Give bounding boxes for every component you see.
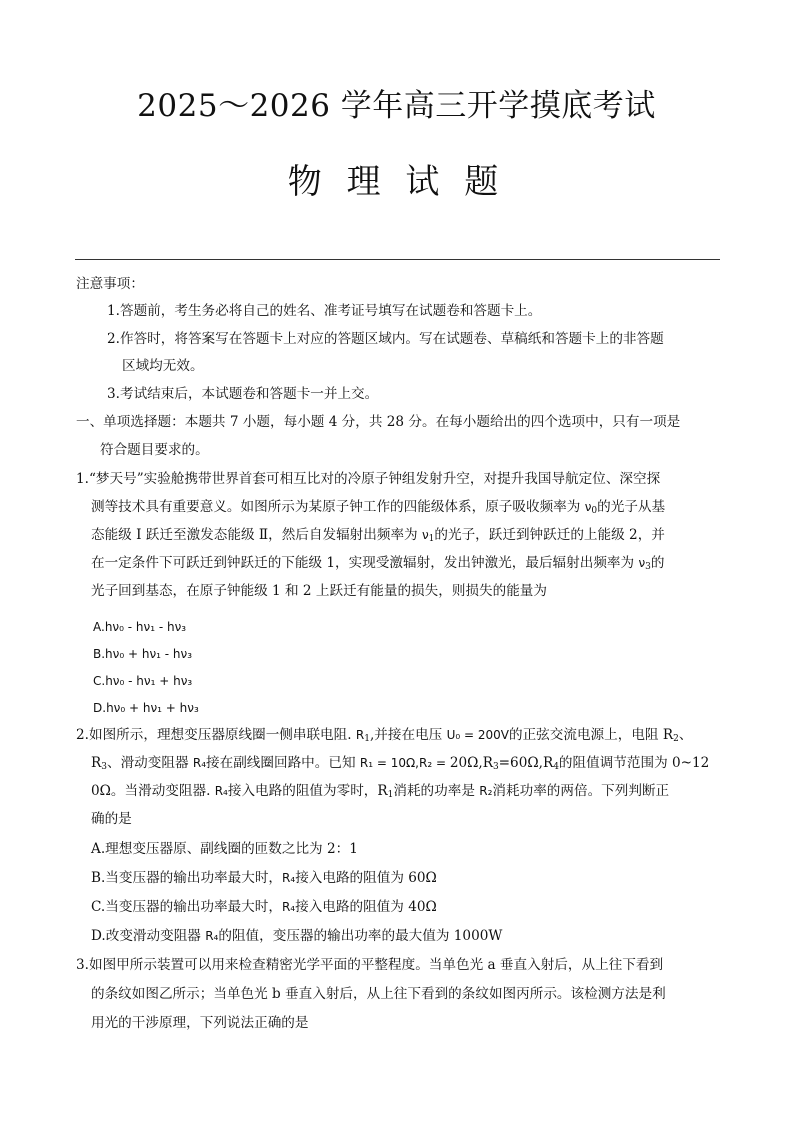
r1-symbol: R (355, 728, 365, 742)
q2-text: 消耗的功率是 (393, 783, 480, 799)
option-label: C. (93, 674, 106, 688)
q2-text: 、 (678, 727, 693, 743)
r4-symbol: R₄ (281, 900, 296, 914)
q2-text: 接入电路的阻值为零时，R (227, 783, 388, 799)
q2-text: 0Ω。当滑动变阻器. (91, 783, 215, 799)
q2-line-1 (76, 726, 692, 748)
notice-item-1: 1.答题前，考生务必将自己的姓名、准考证号填写在试题卷和答题卡上。 (107, 303, 542, 319)
q2-line-2 (91, 754, 709, 776)
option-text: 的阻值，变压器的输出功率的最大值为 1000W (218, 928, 503, 944)
q3-line-1: 3.如图甲所示装置可以用来检查精密光学平面的平整程度。当单色光 a 垂直入射后，从上往下看到 (76, 957, 664, 973)
q2-text: 的正弦交流电源上，电阻 R (509, 727, 674, 743)
option-text: hν₀ - hν₁ + hν₃ (105, 674, 193, 688)
q1-text: 测等技术具有重要意义。如图所示为某原子钟工作的四能级体系，原子吸收频率为 (91, 499, 585, 515)
option-text: 接入电路的阻值为 40Ω (295, 899, 437, 915)
q1-line-2 (91, 498, 665, 520)
q1-line-1: 1.“梦天号”实验舱携带世界首套可相互比对的冷原子钟组发射升空，对提升我国导航定位、深空探 (76, 471, 661, 487)
nu-symbol: ν (584, 500, 592, 514)
q2-text: 的阻值调节范围为 0~12 (558, 755, 710, 771)
q2-text: ,并接在电压 (369, 727, 447, 743)
q2-option-c (91, 898, 437, 916)
q2-option-a: A.理想变压器原、副线圈的匝数之比为 2：1 (91, 841, 358, 857)
q2-text: =60Ω,R (498, 755, 554, 771)
nu-subscript: 3 (645, 562, 651, 572)
q3-line-2: 的条纹如图乙所示；当单色光 b 垂直入射后，从上往下看到的条纹如图丙所示。该检测方法是利 (91, 986, 666, 1002)
q2-text: 消耗功率的两倍。下列判断正 (492, 783, 670, 799)
exam-title: 2025～2026 学年高三开学摸底考试 (137, 88, 656, 124)
option-text: hν₀ + hν₁ - hν₃ (105, 647, 193, 661)
q1-line-4 (91, 554, 664, 576)
nu-subscript: 1 (428, 534, 435, 544)
subscript: 2 (673, 734, 679, 744)
subscript: 1 (364, 734, 370, 744)
option-text: hν₀ + hν₁ + hν₃ (106, 701, 199, 715)
option-text: B.当变压器的输出功率最大时， (91, 870, 283, 886)
section-1-heading-cont: 符合题目要求的。 (100, 442, 209, 458)
r4-symbol: R₄ (214, 784, 228, 798)
r4-symbol: R₄ (192, 756, 207, 770)
r4-symbol: R₄ (282, 871, 296, 885)
option-label: A. (93, 620, 105, 634)
q1-option-c (93, 672, 192, 690)
notice-item-2a: 2.作答时，将答案写在答题卡上对应的答题区域内。写在试题卷、草稿纸和答题卡上的非答题 (107, 331, 664, 347)
nu-subscript: 0 (591, 506, 598, 516)
q2-line-4: 确的是 (91, 811, 132, 827)
q1-option-a (93, 618, 186, 636)
q1-text: 的光子，跃迁到钟跃迁的上能级 2，并 (434, 527, 665, 543)
nu-symbol: ν (638, 556, 646, 570)
q2-option-b (91, 869, 437, 887)
notice-item-3: 3.考试结束后，本试题卷和答题卡一并上交。 (107, 386, 379, 402)
q2-line-3 (91, 782, 669, 804)
q2-text: 2.如图所示，理想变压器原线圈一侧串联电阻. (76, 727, 356, 743)
q1-text: 的光子从基 (597, 499, 666, 515)
option-label: B. (93, 647, 106, 661)
q1-text: 在一定条件下可跃迁到钟跃迁的下能级 1，实现受激辐射，发出钟激光，最后辐射出频率为 (91, 555, 639, 571)
notice-item-2b: 区域均无效。 (122, 358, 204, 374)
q3-line-3: 用光的干涉原理，下列说法正确的是 (91, 1015, 309, 1031)
option-text: hν₀ - hν₁ - hν₃ (104, 620, 187, 634)
subscript: 4 (553, 762, 559, 772)
option-text: 接入电路的阻值为 60Ω (295, 870, 437, 886)
q2-text: 、滑动变阻器 (106, 755, 193, 771)
q1-text: 态能级 Ⅰ 跃迁至激发态能级 Ⅱ，然后自发辐射出频率为 (91, 527, 422, 543)
header-divider (75, 259, 720, 260)
subscript: 3 (101, 762, 107, 772)
q2-text: 接在副线圈回路中。已知 (206, 755, 360, 771)
nu-symbol: ν (421, 528, 429, 542)
subscript: 1 (387, 790, 394, 800)
r2-symbol: R₂ (479, 784, 493, 798)
q2-text: 20Ω,R (449, 755, 493, 771)
option-label: D. (93, 701, 107, 715)
q1-line-3 (91, 526, 665, 548)
option-text: D.改变滑动变阻器 (91, 928, 206, 944)
q2-text: R (91, 755, 102, 771)
exam-subtitle: 物 理 试 题 (287, 162, 506, 202)
notice-heading: 注意事项： (76, 276, 144, 292)
voltage-value: U₀ = 200V (446, 728, 509, 742)
q1-line-5: 光子回到基态，在原子钟能级 1 和 2 上跃迁有能量的损失，则损失的能量为 (91, 583, 547, 599)
r4-symbol: R₄ (205, 929, 219, 943)
resistance-values: R₁ = 10Ω,R₂ = (359, 756, 450, 770)
q2-option-d (91, 927, 502, 945)
q1-option-d (93, 699, 199, 717)
subscript: 3 (492, 762, 499, 772)
q1-option-b (93, 645, 192, 663)
option-text: C.当变压器的输出功率最大时， (91, 899, 282, 915)
q1-text: 的 (650, 555, 665, 571)
section-1-heading: 一、单项选择题：本题共 7 小题，每小题 4 分，共 28 分。在每小题给出的四个选项中，只有一项是 (76, 414, 681, 430)
